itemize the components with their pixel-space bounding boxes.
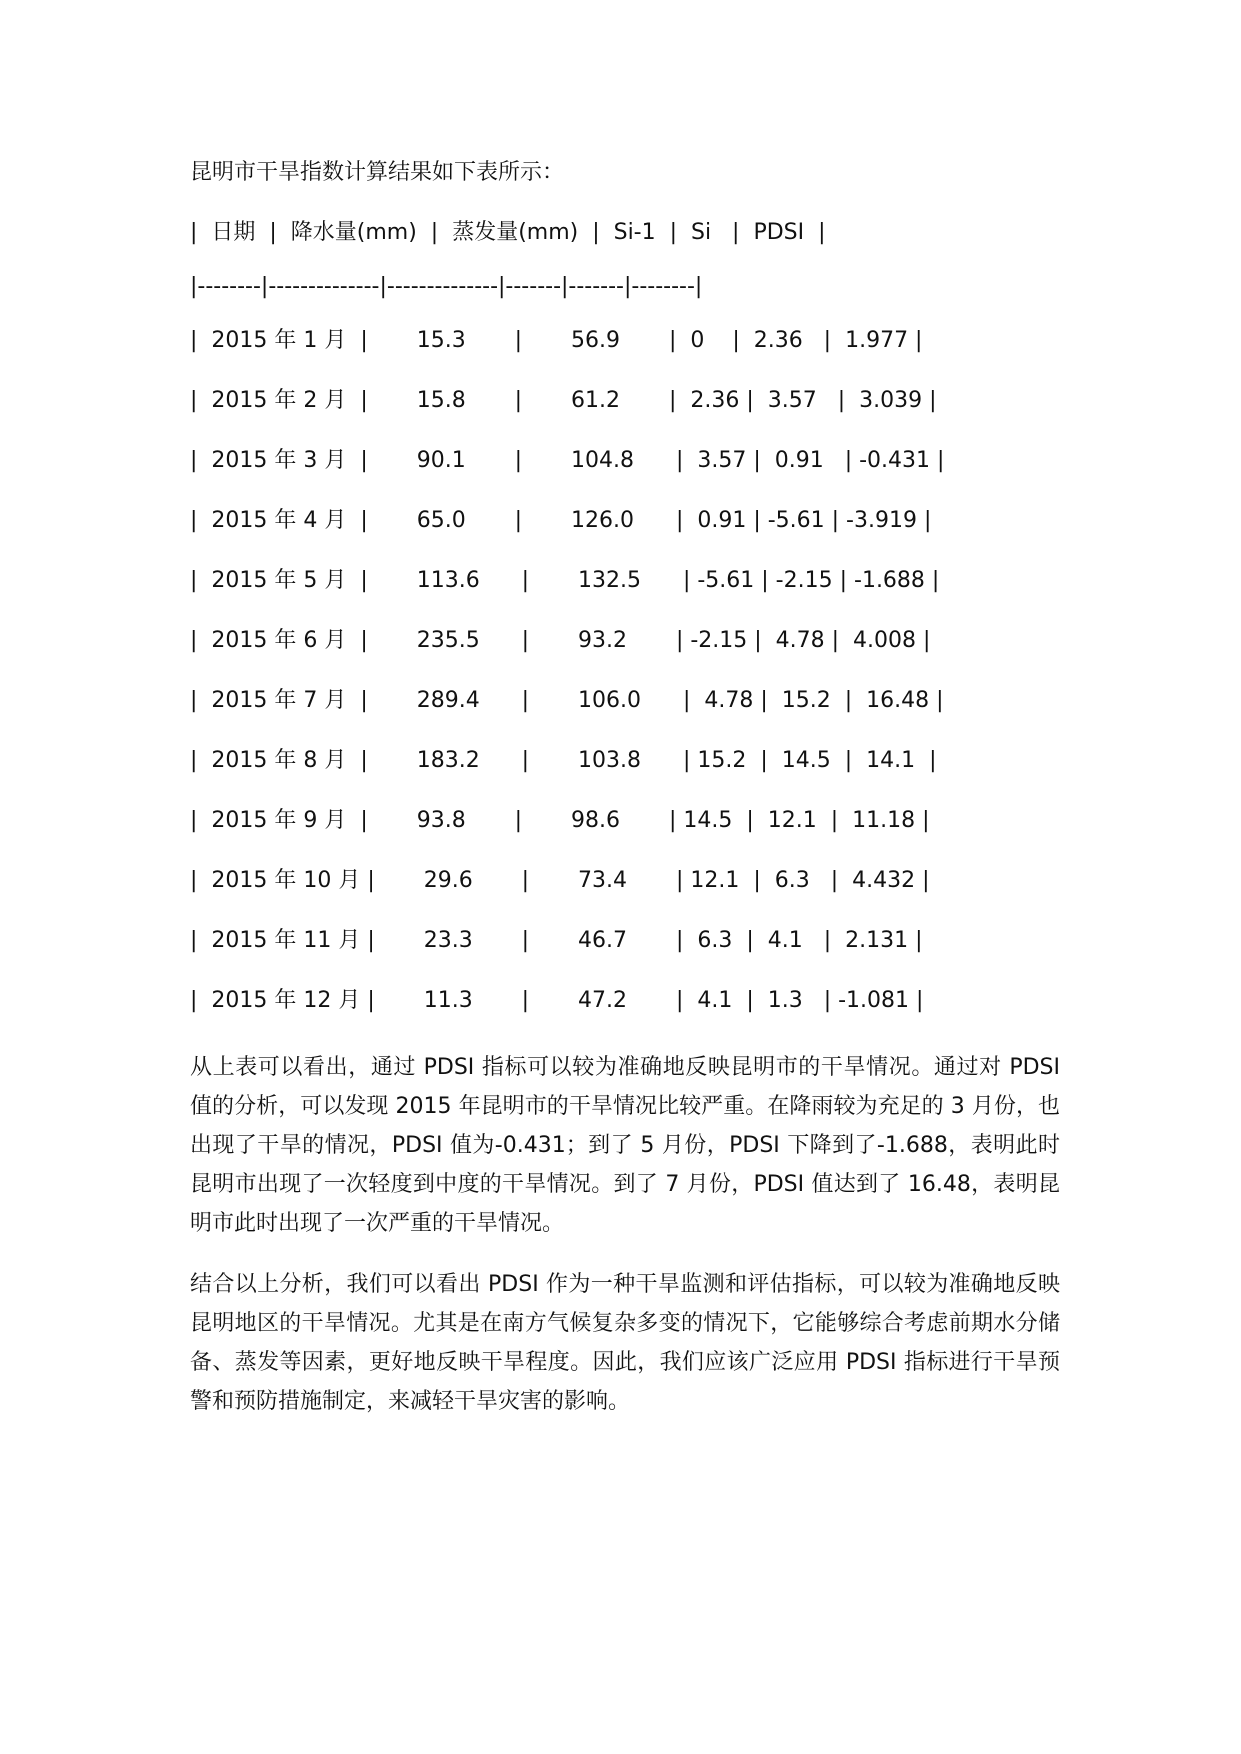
table-row: | 2015 年 7 月 | 289.4 | 106.0 | 4.78 | 15.2 | 16.48 |	[190, 688, 944, 713]
table-row: | 2015 年 3 月 | 90.1 | 104.8 | 3.57 | 0.91 | -0.431 |	[190, 448, 945, 473]
conclusion-paragraph: 结合以上分析，我们可以看出 PDSI 作为一种干旱监测和评估指标，可以较为准确地反映昆明地区的干旱情况。尤其是在南方气候复杂多变的情况下，它能够综合考虑前期水分储备、蒸发等因素，更好地反映干旱程度。因此，我们应该广泛应用 PDSI 指标进行干旱预警和预防措施制定，来减轻干旱灾害的影响。	[190, 1272, 1060, 1414]
table-header: | 日期 | 降水量(mm) | 蒸发量(mm) | Si-1 | Si | PDSI |	[190, 220, 826, 245]
table-row: | 2015 年 4 月 | 65.0 | 126.0 | 0.91 | -5.61 | -3.919 |	[190, 508, 932, 533]
table-row: | 2015 年 10 月 | 29.6 | 73.4 | 12.1 | 6.3 | 4.432 |	[190, 868, 930, 893]
table-row: | 2015 年 5 月 | 113.6 | 132.5 | -5.61 | -2.15 | -1.688 |	[190, 568, 940, 593]
table-row: | 2015 年 11 月 | 23.3 | 46.7 | 6.3 | 4.1 | 2.131 |	[190, 928, 923, 953]
table-row: | 2015 年 1 月 | 15.3 | 56.9 | 0 | 2.36 | 1.977 |	[190, 328, 923, 353]
table-row: | 2015 年 2 月 | 15.8 | 61.2 | 2.36 | 3.57 | 3.039 |	[190, 388, 937, 413]
table-separator: |--------|--------------|--------------|-------|-------|--------|	[190, 274, 703, 299]
table-row: | 2015 年 12 月 | 11.3 | 47.2 | 4.1 | 1.3 | -1.081 |	[190, 988, 924, 1013]
table-row: | 2015 年 8 月 | 183.2 | 103.8 | 15.2 | 14.5 | 14.1 |	[190, 748, 937, 773]
table-row: | 2015 年 6 月 | 235.5 | 93.2 | -2.15 | 4.78 | 4.008 |	[190, 628, 931, 653]
analysis-paragraph: 从上表可以看出，通过 PDSI 指标可以较为准确地反映昆明市的干旱情况。通过对 PDSI 值的分析，可以发现 2015 年昆明市的干旱情况比较严重。在降雨较为充足的 3 月份，也出现了干旱的情况，PDSI 值为-0.431；到了 5 月份，PDSI 下降到了-1.688，表明此时昆明市出现了一次轻度到中度的干旱情况。到了 7 月份，PDSI 值达到了 16.48，表明昆明市此时出现了一次严重的干旱情况。	[190, 1055, 1060, 1236]
intro-line: 昆明市干旱指数计算结果如下表所示：	[190, 160, 565, 185]
table-row: | 2015 年 9 月 | 93.8 | 98.6 | 14.5 | 12.1 | 11.18 |	[190, 808, 930, 833]
